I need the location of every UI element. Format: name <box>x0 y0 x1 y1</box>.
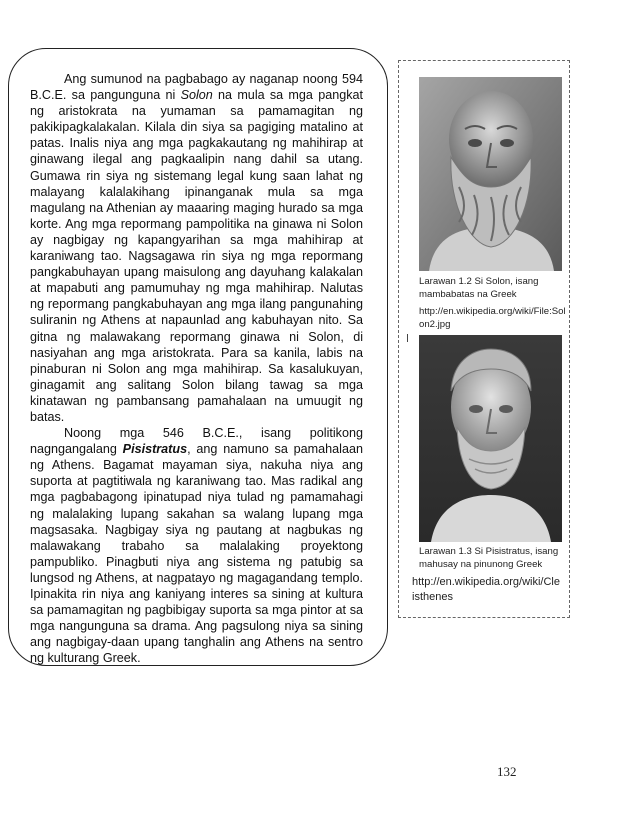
page-number: 132 <box>497 764 517 779</box>
name-pisistratus: Pisistratus <box>122 442 188 457</box>
figure-source-solon: http://en.wikipedia.org/wiki/File:Solon2.jpg <box>419 306 566 330</box>
main-text <box>30 71 363 666</box>
name-solon: Solon <box>180 88 213 103</box>
solon-bust-image <box>419 77 562 271</box>
paragraph-pisistratus: Noong mga 546 B.C.E., isang politikong nagngangalang Pisistratus, ang namuno sa pamahalaan ng Athens. Bagamat mayaman siya, nakuha niya ang suporta at pagtitiwala ng karaniwang tao. Mas radikal ang mga pagbabagong ipinatupad niya tulad ng pamamahagi ng malalaking lupang sakahan sa walang lupang mga magsasaka. Nagbigay siya ng pautang at nagbukas ng malawakang trabaho sa malalaking proyektong pampubliko. Pinagbuti niya ang sistema ng patubig sa lungsod ng Athens, at nagpatayo ng magagandang templo. Ipinakita rin niya ang kaniyang interes sa sining at kultura sa pamamagitan ng pagbibigay suporta sa mga pintor at sa mga nangunguna sa drama. Ang pagsulong niya sa sining ang nagbigay-daan upang tanghalin ang Athens na sentro ng kulturang Greek. <box>30 426 363 666</box>
pisistratus-bust-image <box>419 335 562 542</box>
figure-source-pisistratus: http://en.wikipedia.org/wiki/Cleisthenes <box>412 576 560 603</box>
paragraph-solon: Ang sumunod na pagbabago ay naganap noong 594 B.C.E. sa pangunguna ni Solon na mula sa mga pangkat ng aristokrata na yumaman sa pamamagitan ng pakikipagkalakalan. Kilala din siya sa pagiging matalino at patas. Inalis niya ang mga pagkakautang ng mahihirap at ginawang ilegal ang pagkaalipin nang dahil sa utang. Gumawa rin siya ng sistemang legal kung saan lahat ng malayang kalalakihang ipinanganak mula sa mga magulang na Athenian ay maaaring maging hurado sa mga korte. Ang mga repormang pampolitika na ginawa ni Solon ay nagbigay ng kapangyarihan sa mga mahihirap at karaniwang tao. Nagsagawa rin siya ng mga repormang pangkabuhayan upang maisulong ang dayuhang kalakalan at mapabuti ang pamumuhay ng mga mahihirap. Nalutas ng repormang pangkabuhayan ang mga ilang pangunahing suliranin ng Athens at napaunlad ang kabuhayan nito. Sa gitna ng malawakang repormang ginawa ni Solon, di nasiyahan ang mga aristokrata. Para sa kanila, labis na pinaburan ni Solon ang mga mahihirap. Sa kasalukuyan, ginagamit ang salitang Solon bilang tawag sa mga kinatawan ng pambansang pamahalaan na umuugit ng batas. <box>30 72 364 424</box>
figure-caption-solon: Larawan 1.2 Si Solon, isang mambabatas na Greek <box>419 276 539 300</box>
figure-caption-pisistratus: Larawan 1.3 Si Pisistratus, isang mahusay na pinunong Greek <box>419 546 559 570</box>
divider-mark <box>407 334 408 342</box>
